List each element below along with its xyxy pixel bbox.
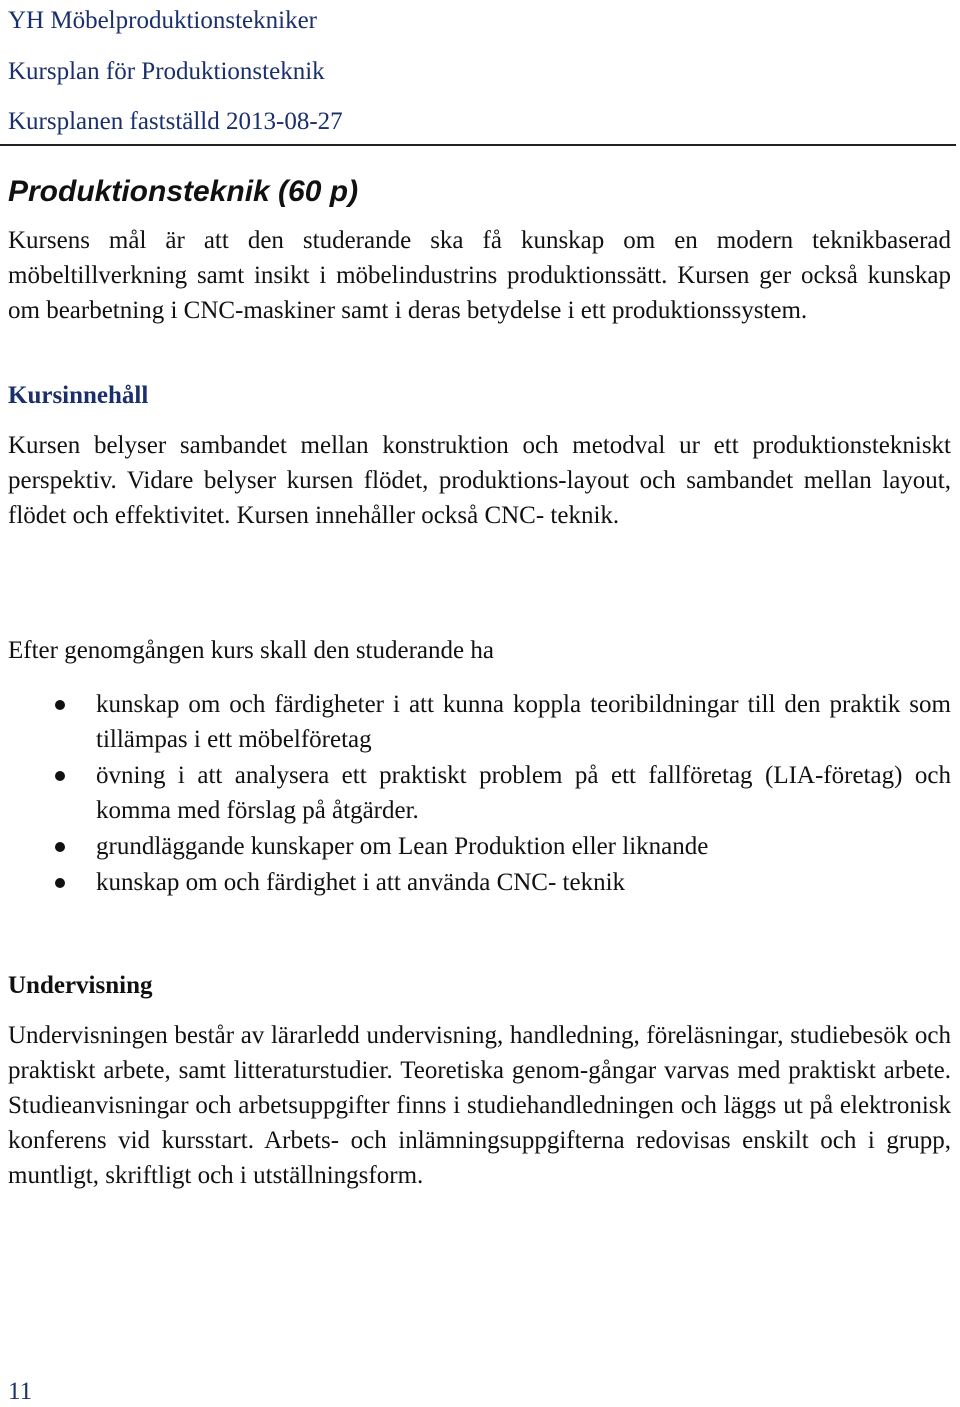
header-divider — [0, 144, 956, 146]
page-number: 11 — [8, 1378, 33, 1405]
list-item — [8, 829, 951, 864]
bullet-icon — [55, 842, 65, 852]
list-item-text: övning i att analysera ett praktiskt problem på ett fallföretag (LIA-företag) och komma med förslag på åtgärder. — [96, 762, 951, 824]
course-plan-title: Kursplan för Produktionsteknik — [8, 58, 325, 85]
content-heading: Kursinnehåll — [8, 382, 149, 409]
content-body: Kursen belyser sambandet mellan konstruktion och metodval ur ett produktionstekniskt perspektiv. Vidare belyser kursen flödet, produktions-layout och sambandet mellan layout, flödet och effektivitet. Kursen innehåller också CNC- teknik. — [8, 432, 951, 529]
list-item — [8, 758, 951, 828]
bullet-icon — [55, 878, 65, 888]
teaching-heading: Undervisning — [8, 972, 153, 999]
course-title: Produktionsteknik (60 p) — [8, 175, 359, 208]
course-intro: Kursens mål är att den studerande ska få kunskap om en modern teknikbaserad möbeltillverkning samt insikt i möbelindustrins produktionssätt. Kursen ger också kunskap om bearbetning i CNC-maskiner samt i deras betydelse i ett produktionssystem. — [8, 227, 951, 324]
list-item-text: kunskap om och färdigheter i att kunna koppla teoribildningar till den praktik som tillämpas i ett möbelföretag — [96, 691, 951, 753]
list-item — [8, 687, 951, 757]
outcomes-list — [8, 687, 951, 901]
bullet-icon — [55, 771, 65, 781]
established-date: Kursplanen fastställd 2013-08-27 — [8, 108, 343, 135]
bullet-icon — [55, 700, 65, 710]
list-item-text: kunskap om och färdighet i att använda CNC- teknik — [96, 869, 626, 896]
teaching-body: Undervisningen består av lärarledd undervisning, handledning, föreläsningar, studiebesök och praktiskt arbete, samt litteraturstudier. Teoretiska genom-gångar varvas med praktiskt arbete. Studieanvisningar och arbetsuppgifter finns i studiehandledningen och läggs ut på elektronisk konferens vid kursstart. Arbets- och inlämningsuppgifterna redovisas enskilt och i grupp, muntligt, skriftligt och i utställningsform. — [8, 1022, 951, 1189]
program-name: YH Möbelproduktionstekniker — [8, 7, 317, 34]
outcomes-intro: Efter genomgången kurs skall den studerande ha — [8, 637, 494, 664]
list-item-text: grundläggande kunskaper om Lean Produktion eller liknande — [96, 833, 709, 860]
list-item — [8, 865, 951, 900]
